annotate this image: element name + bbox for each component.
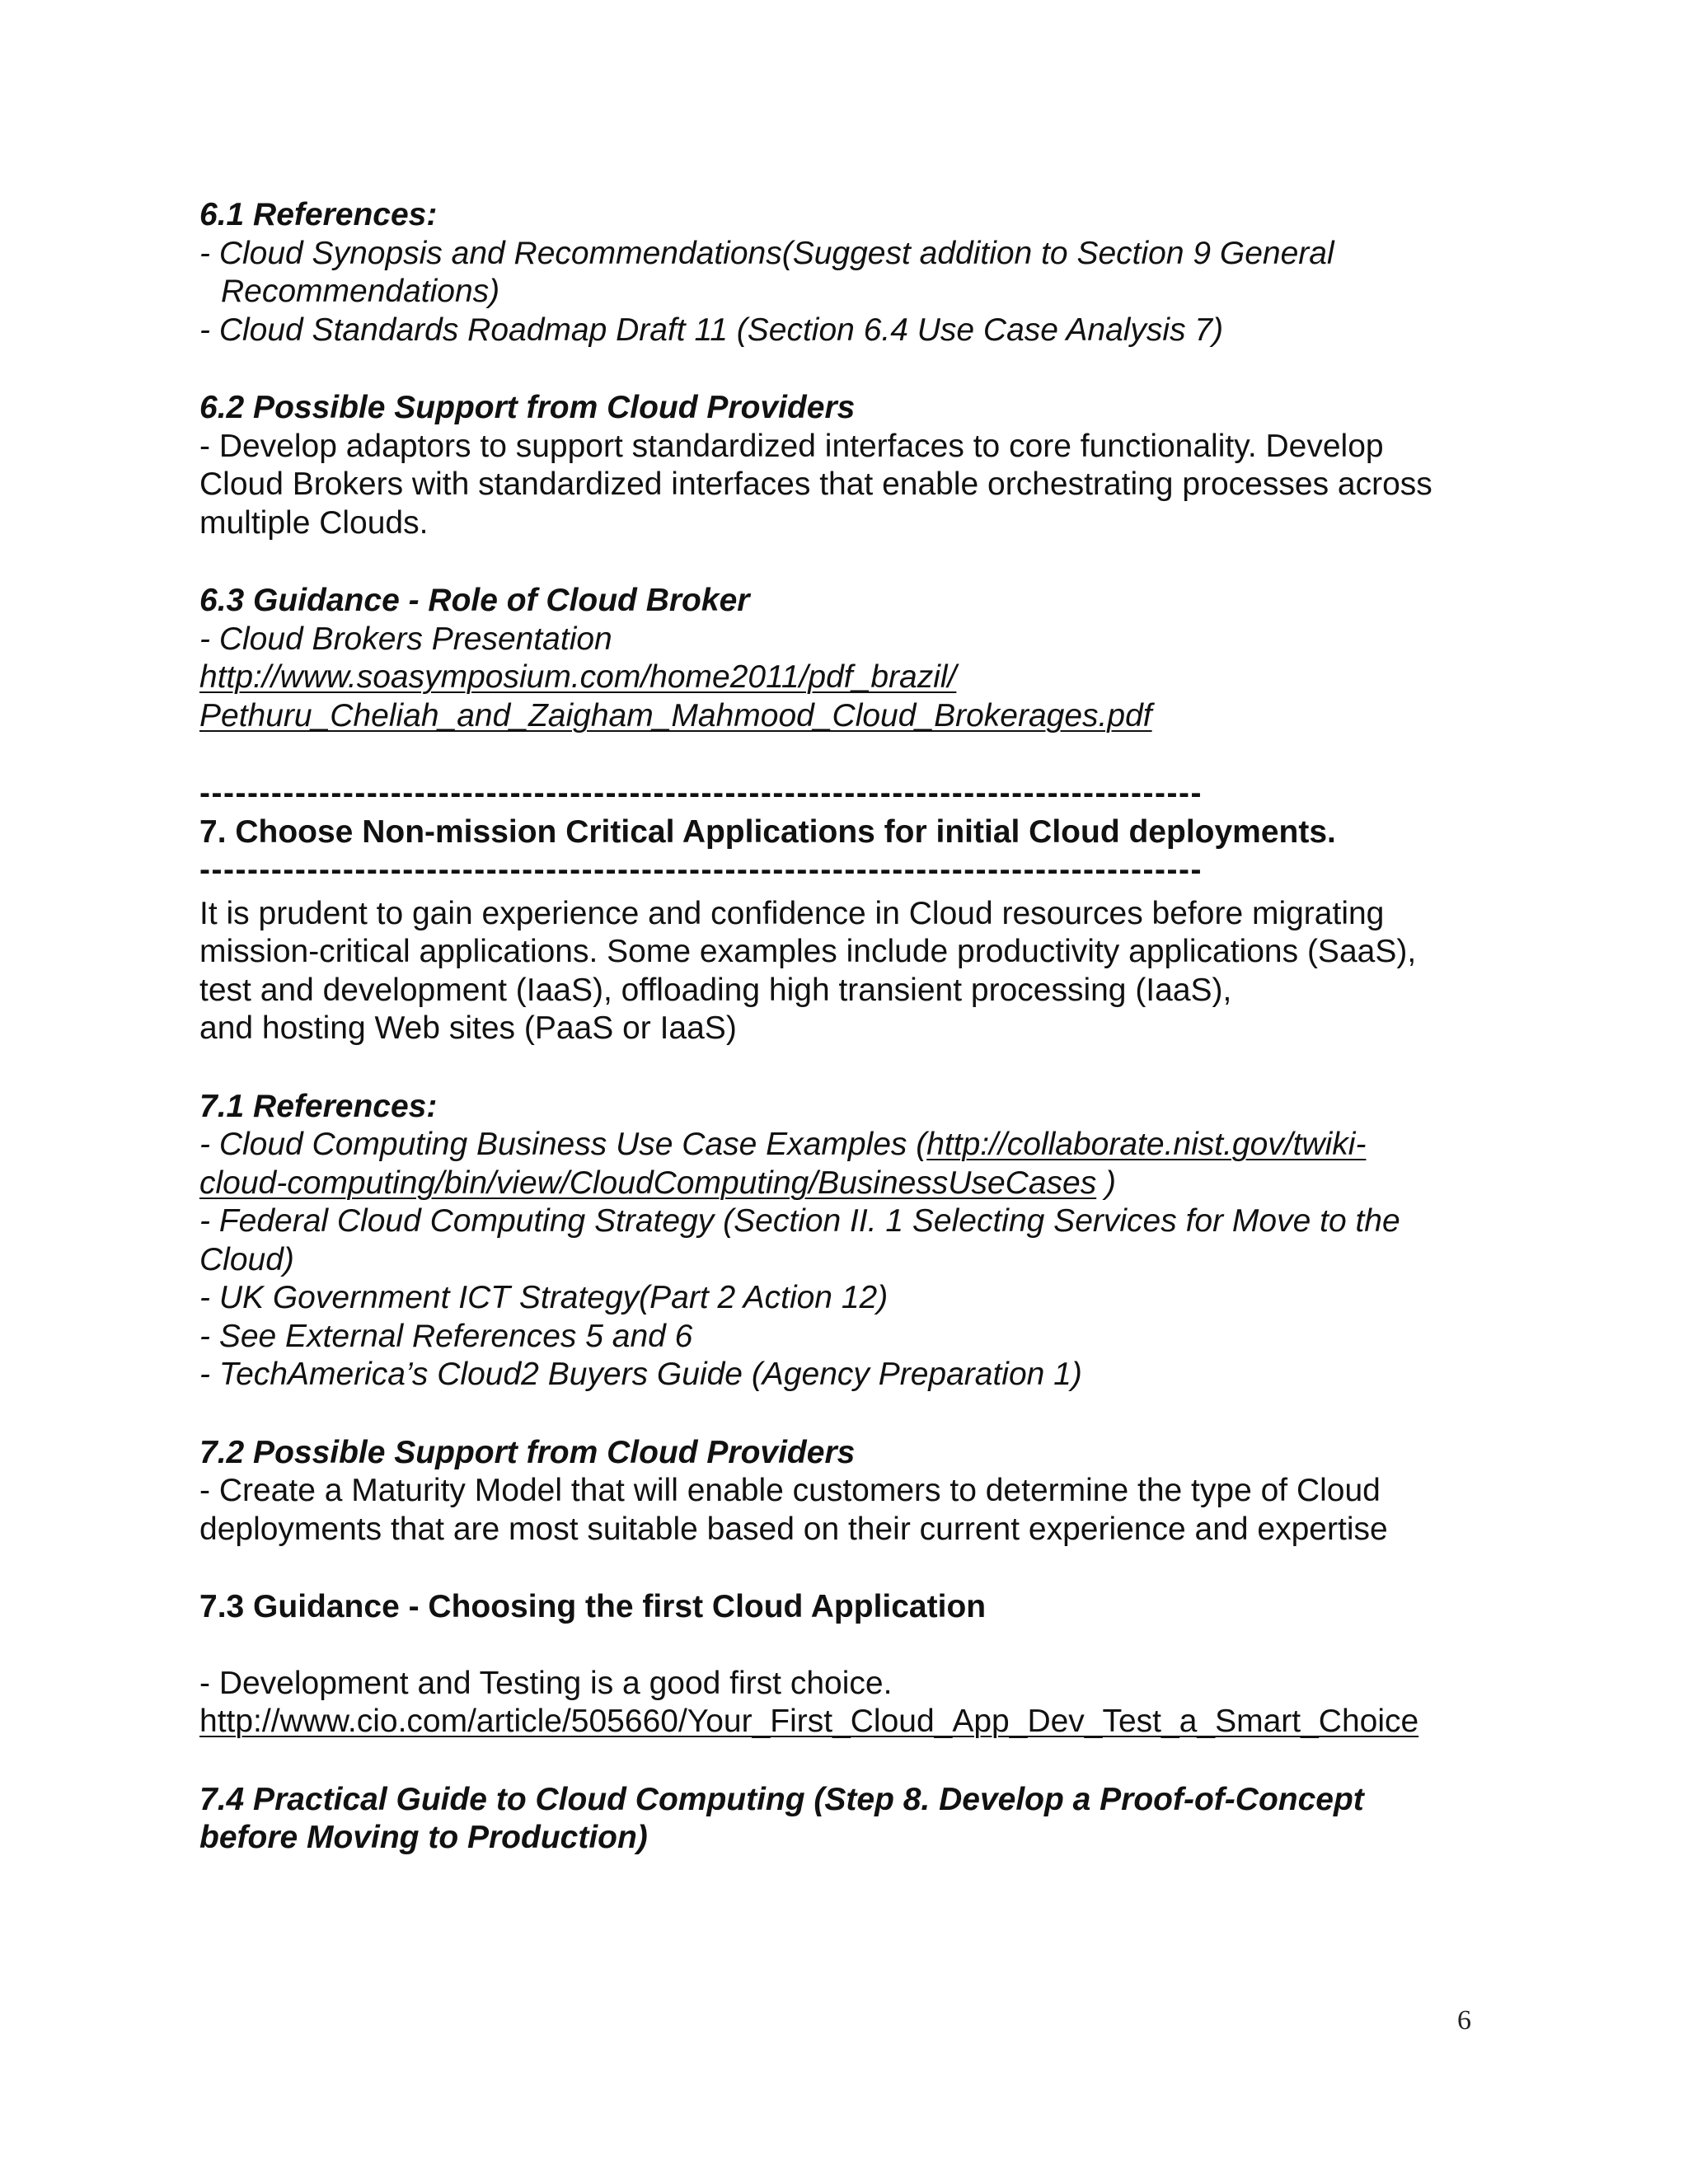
section-7-2 xyxy=(199,1434,1502,1549)
cio-article-link[interactable]: http://www.cio.com/article/505660/Your_First_Cloud_App_Dev_Test_a_Smart_Choice xyxy=(199,1704,1419,1739)
section-heading: 7.1 References: xyxy=(199,1088,438,1124)
reference-item: - Cloud Synopsis and Recommendations(Suggest addition to Section 9 General xyxy=(199,235,1334,271)
separator-line: ------------------------------------------------------------------------------------ xyxy=(199,776,1203,811)
use-case-examples-link-continued[interactable]: cloud-computing/bin/view/CloudComputing/BusinessUseCases xyxy=(199,1165,1097,1201)
section-6-1 xyxy=(199,196,1502,349)
reference-item: - Cloud Standards Roadmap Draft 11 (Section 6.4 Use Case Analysis 7) xyxy=(199,312,1224,348)
body-line: - Create a Maturity Model that will enable customers to determine the type of Cloud xyxy=(199,1473,1381,1508)
page-number: 6 xyxy=(1457,2005,1471,2036)
section-7-1 xyxy=(199,1088,1502,1394)
reference-item: - UK Government ICT Strategy(Part 2 Action 12) xyxy=(199,1280,889,1315)
body-line: - Develop adaptors to support standardized interfaces to core functionality. Develop xyxy=(199,428,1384,464)
reference-item: - See External References 5 and 6 xyxy=(199,1318,693,1354)
section-heading: 6.3 Guidance - Role of Cloud Broker xyxy=(199,583,750,618)
section-heading: 7.2 Possible Support from Cloud Providers xyxy=(199,1434,856,1470)
reference-item xyxy=(199,1126,1502,1165)
body-line: mission-critical applications. Some examples include productivity applications (SaaS), xyxy=(199,934,1417,969)
section-6-2 xyxy=(199,389,1502,542)
section-heading: 7.3 Guidance - Choosing the first Cloud Application xyxy=(199,1589,987,1624)
body-line: Cloud Brokers with standardized interfaces that enable orchestrating processes across xyxy=(199,466,1432,502)
use-case-examples-link[interactable]: http://collaborate.nist.gov/twiki- xyxy=(926,1127,1367,1162)
body-line: - Cloud Brokers Presentation xyxy=(199,621,612,657)
section-6-3 xyxy=(199,582,1502,735)
body-line: deployments that are most suitable based on their current experience and expertise xyxy=(199,1511,1388,1547)
section-heading: 6.1 References: xyxy=(199,197,438,232)
reference-suffix: ) xyxy=(1096,1165,1117,1201)
reference-item-continued: Recommendations) xyxy=(221,274,500,309)
body-line: and hosting Web sites (PaaS or IaaS) xyxy=(199,1010,737,1046)
body-line: test and development (IaaS), offloading high transient processing (IaaS), xyxy=(199,972,1232,1008)
reference-item: - Federal Cloud Computing Strategy (Section II. 1 Selecting Services for Move to the xyxy=(199,1203,1400,1239)
section-heading-continued: before Moving to Production) xyxy=(199,1820,648,1855)
body-line: It is prudent to gain experience and confidence in Cloud resources before migrating xyxy=(199,895,1385,931)
section-title: 7. Choose Non-mission Critical Applications for initial Cloud deployments. xyxy=(199,813,1336,850)
section-7-4 xyxy=(199,1781,1502,1858)
brokers-presentation-link-continued[interactable]: Pethuru_Cheliah_and_Zaigham_Mahmood_Cloud_Brokerages.pdf xyxy=(199,697,1152,733)
section-heading: 7.4 Practical Guide to Cloud Computing (Step 8. Develop a Proof-of-Concept xyxy=(199,1781,1364,1817)
body-line: - Development and Testing is a good first choice. xyxy=(199,1665,893,1701)
reference-prefix: - Cloud Computing Business Use Case Examples ( xyxy=(199,1127,927,1162)
section-7 xyxy=(199,775,1502,1048)
section-7-3 xyxy=(199,1588,1502,1741)
body-line: multiple Clouds. xyxy=(199,504,429,541)
separator-line: ------------------------------------------------------------------------------------ xyxy=(199,852,1203,888)
section-heading: 6.2 Possible Support from Cloud Providers xyxy=(199,390,856,425)
reference-item: - TechAmerica’s Cloud2 Buyers Guide (Agency Preparation 1) xyxy=(199,1357,1082,1392)
reference-item-continued: Cloud) xyxy=(199,1241,294,1277)
reference-item-continued xyxy=(199,1165,1502,1203)
document-page xyxy=(199,196,1502,1858)
brokers-presentation-link[interactable]: http://www.soasymposium.com/home2011/pdf_brazil/ xyxy=(199,659,957,695)
